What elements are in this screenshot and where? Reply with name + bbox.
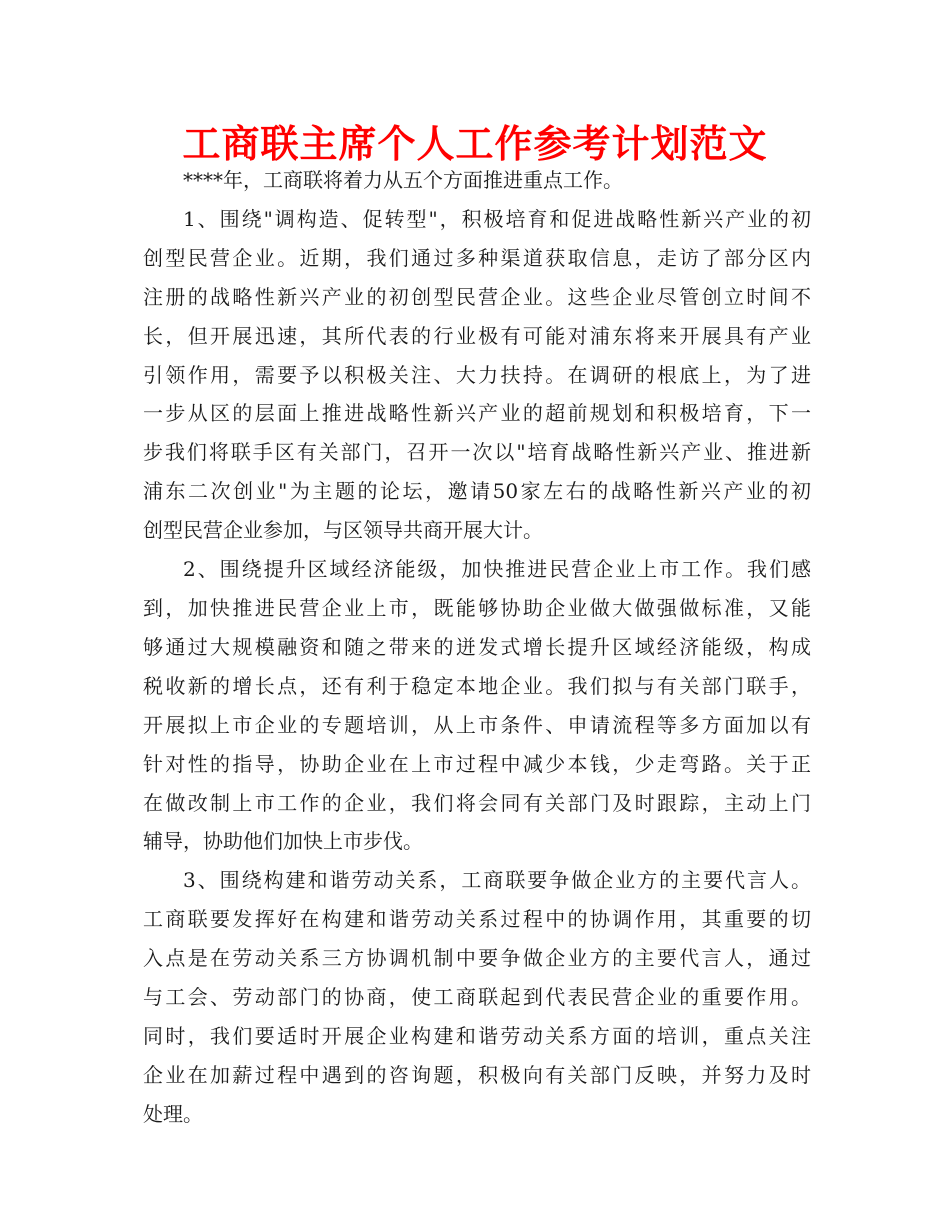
paragraph-line: 在做改制上市工作的企业，我们将会同有关部门及时跟踪，主动上门 bbox=[143, 790, 811, 815]
paragraph-intro bbox=[143, 161, 811, 200]
paragraph-line: 浦东二次创业"为主题的论坛，邀请50家左右的战略性新兴产业的初 bbox=[143, 479, 811, 504]
paragraph-line: 引领作用，需要予以积极关注、大力扶持。在调研的根底上，为了进 bbox=[143, 362, 811, 387]
document-body bbox=[143, 161, 811, 1134]
paragraph-line: 1、围绕"调构造、促转型"，积极培育和促进战略性新兴产业的初 bbox=[183, 206, 811, 231]
document-title: 工商联主席个人工作参考计划范文 bbox=[182, 122, 768, 166]
paragraph-line: 与工会、劳动部门的协商，使工商联起到代表民营企业的重要作用。 bbox=[143, 985, 811, 1010]
paragraph-line: ****年，工商联将着力从五个方面推进重点工作。 bbox=[183, 168, 623, 192]
paragraph-line: 入点是在劳动关系三方协调机制中要争做企业方的主要代言人，通过 bbox=[143, 946, 811, 971]
paragraph-line: 创型民营企业参加，与区领导共商开展大计。 bbox=[143, 518, 543, 543]
paragraph-line: 辅导，协助他们加快上市步伐。 bbox=[143, 829, 423, 854]
paragraph-3 bbox=[143, 861, 811, 1133]
paragraph-line: 处理。 bbox=[143, 1101, 203, 1126]
paragraph-line: 企业在加薪过程中遇到的咨询题，积极向有关部门反映，并努力及时 bbox=[143, 1062, 811, 1087]
paragraph-line: 开展拟上市企业的专题培训，从上市条件、申请流程等多方面加以有 bbox=[143, 712, 811, 737]
paragraph-line: 步我们将联手区有关部门，召开一次以"培育战略性新兴产业、推进新 bbox=[143, 440, 811, 465]
paragraph-line: 注册的战略性新兴产业的初创型民营企业。这些企业尽管创立时间不 bbox=[143, 284, 811, 309]
paragraph-line: 创型民营企业。近期，我们通过多种渠道获取信息，走访了部分区内 bbox=[143, 245, 811, 270]
paragraph-line: 针对性的指导，协助企业在上市过程中减少本钱，少走弯路。关于正 bbox=[143, 751, 811, 776]
paragraph-line: 工商联要发挥好在构建和谐劳动关系过程中的协调作用，其重要的切 bbox=[143, 907, 811, 932]
paragraph-line: 够通过大规模融资和随之带来的迸发式增长提升区域经济能级，构成 bbox=[143, 634, 811, 659]
paragraph-line: 税收新的增长点，还有利于稳定本地企业。我们拟与有关部门联手， bbox=[143, 673, 811, 698]
paragraph-1 bbox=[143, 200, 811, 550]
paragraph-line: 到，加快推进民营企业上市，既能够协助企业做大做强做标准，又能 bbox=[143, 595, 811, 620]
paragraph-2 bbox=[143, 550, 811, 861]
paragraph-line: 3、围绕构建和谐劳动关系，工商联要争做企业方的主要代言人。 bbox=[183, 868, 811, 893]
paragraph-line: 2、围绕提升区域经济能级，加快推进民营企业上市工作。我们感 bbox=[183, 557, 811, 582]
paragraph-line: 同时，我们要适时开展企业构建和谐劳动关系方面的培训，重点关注 bbox=[143, 1023, 811, 1048]
paragraph-line: 长，但开展迅速，其所代表的行业极有可能对浦东将来开展具有产业 bbox=[143, 323, 811, 348]
paragraph-line: 一步从区的层面上推进战略性新兴产业的超前规划和积极培育，下一 bbox=[143, 401, 811, 426]
